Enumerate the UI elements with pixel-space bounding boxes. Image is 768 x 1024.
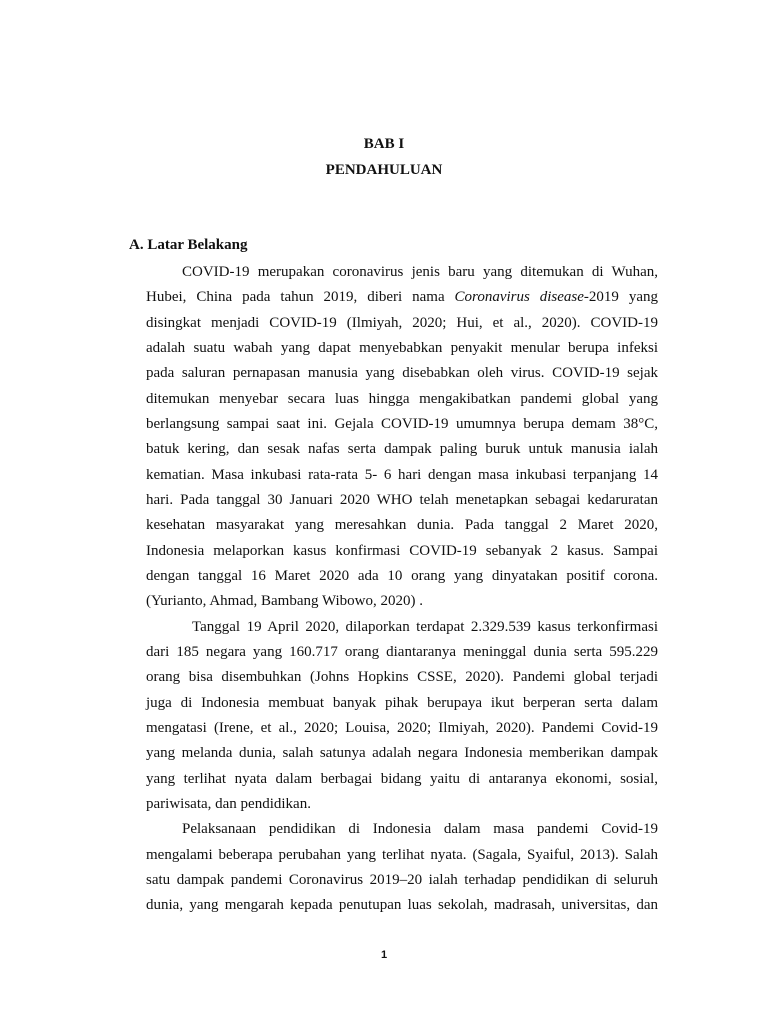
paragraph-1-line: adalah suatu wabah yang dapat menyebabkan penyakit menular berupa infeksi [146, 339, 658, 356]
paragraph-2-line: Tanggal 19 April 2020, dilaporkan terdapat 2.329.539 kasus terkonfirmasi [192, 618, 658, 635]
paragraph-2-line: dari 185 negara yang 160.717 orang diantaranya meninggal dunia serta 595.229 [146, 643, 658, 660]
paragraph-2-line: yang terlihat nyata dalam berbagai bidang yaitu di antaranya ekonomi, sosial, [146, 770, 658, 787]
italic-term: Coronavirus disease [454, 289, 584, 306]
paragraph-1-line: Indonesia melaporkan kasus konfirmasi COVID-19 sebanyak 2 kasus. Sampai [146, 542, 658, 559]
paragraph-1-line: ditemukan menyebar secara luas hingga mengakibatkan pandemi global yang [146, 390, 658, 407]
paragraph-3-line: Pelaksanaan pendidikan di Indonesia dalam masa pandemi Covid-19 [182, 821, 658, 838]
paragraph-3-line: satu dampak pandemi Coronavirus 2019–20 ialah terhadap pendidikan di seluruh [146, 871, 658, 888]
chapter-number: BAB I [363, 136, 405, 152]
paragraph-1-line: kesehatan masyarakat yang meresahkan dunia. Pada tanggal 2 Maret 2020, [146, 517, 658, 534]
section-heading: A. Latar Belakang [129, 237, 248, 253]
paragraph-1-line: disingkat menjadi COVID-19 (Ilmiyah, 2020; Hui, et al., 2020). COVID-19 [146, 314, 658, 331]
line-text: -2019 yang [583, 289, 658, 306]
chapter-title: PENDAHULUAN [325, 162, 443, 178]
body-text [146, 260, 658, 919]
paragraph-1-line: hari. Pada tanggal 30 Januari 2020 WHO telah menetapkan sebagai kedaruratan [146, 491, 658, 508]
paragraph-1-line: pada saluran pernapasan manusia yang disebabkan oleh virus. COVID-19 sejak [146, 365, 658, 382]
paragraph-1-line [146, 285, 658, 310]
paragraph-2-line: yang melanda dunia, salah satunya adalah negara Indonesia memberikan dampak [146, 745, 658, 762]
paragraph-1-line: (Yurianto, Ahmad, Bambang Wibowo, 2020) . [146, 593, 424, 610]
line-text: Hubei, China pada tahun 2019, diberi nama [146, 289, 455, 306]
page-number: 1 [380, 949, 388, 961]
paragraph-1-line: berlangsung sampai saat ini. Gejala COVID-19 umumnya berupa demam 38°C, [146, 415, 658, 432]
paragraph-2-line: juga di Indonesia membuat banyak pihak berupaya ikut berperan serta dalam [146, 694, 658, 711]
paragraph-3-line: mengalami beberapa perubahan yang terlihat nyata. (Sagala, Syaiful, 2013). Salah [146, 846, 658, 863]
paragraph-2-line: pariwisata, dan pendidikan. [146, 795, 311, 812]
paragraph-2-line: orang bisa disembuhkan (Johns Hopkins CSSE, 2020). Pandemi global terjadi [146, 669, 658, 686]
paragraph-2-line: mengatasi (Irene, et al., 2020; Louisa, 2020; Ilmiyah, 2020). Pandemi Covid-19 [146, 719, 658, 736]
paragraph-1-line: COVID-19 merupakan coronavirus jenis baru yang ditemukan di Wuhan, [182, 264, 658, 280]
paragraph-1-line: kematian. Masa inkubasi rata-rata 5- 6 hari dengan masa inkubasi terpanjang 14 [146, 466, 658, 483]
paragraph-1-line: batuk kering, dan sesak nafas serta dampak paling buruk untuk manusia ialah [146, 441, 658, 458]
paragraph-3-line: dunia, yang mengarah kepada penutupan luas sekolah, madrasah, universitas, dan [146, 897, 658, 914]
paragraph-1-line: dengan tanggal 16 Maret 2020 ada 10 orang yang dinyatakan positif corona. [146, 567, 658, 584]
